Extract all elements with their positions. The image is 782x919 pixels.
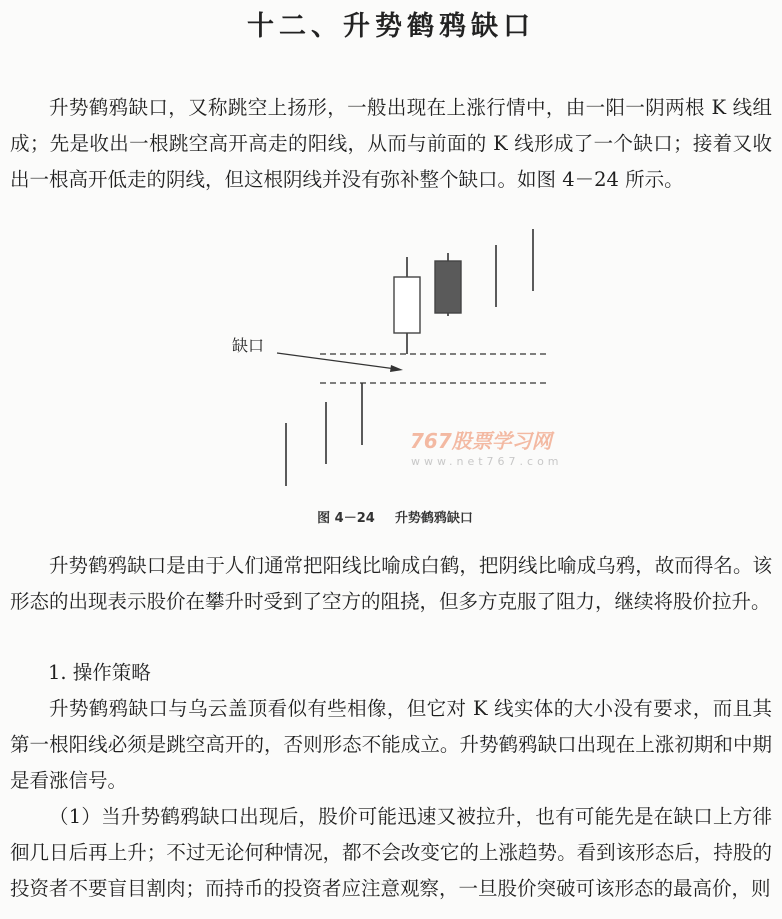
bearish-candle-body	[435, 261, 461, 313]
intro-paragraph: 升势鹤鸦缺口，又称跳空上扬形，一般出现在上涨行情中，由一阳一阴两根 K 线组成；先是收出一根跳空高开高走的阳线，从而与前面的 K 线形成了一个缺口；接着又收出一根高开低走的阴线，但这根阴线并没有弥补整个缺口。如图 4－24 所示。	[10, 96, 772, 191]
arrow-line	[277, 353, 396, 369]
point-1-paragraph: （1）当升势鹤鸦缺口出现后，股价可能迅速又被拉升，也有可能先是在缺口上方徘徊几日后再上升；不过无论何种情况，都不会改变它的上涨趋势。看到该形态后，持股的投资者不要盲目割肉；而持币的投资者应注意观察，一旦股价突破可该形态的最高价，则	[10, 805, 772, 900]
caption-number: 图 4－24	[317, 511, 375, 526]
page-title: 十二、升势鹤鸦缺口	[247, 11, 535, 42]
watermark-logo: 767股票学习网	[410, 429, 552, 453]
strategy-paragraph: 升势鹤鸦缺口与乌云盖顶看似有些相像，但它对 K 线实体的大小没有要求，而且其第一根阳线必须是跳空高开的，否则形态不能成立。升势鹤鸦缺口出现在上涨初期和中期是看涨信号。	[10, 697, 772, 792]
figure-candlestick	[0, 215, 782, 526]
naming-paragraph: 升势鹤鸦缺口是由于人们通常把阳线比喻成白鹤，把阴线比喻成乌鸦，故而得名。该形态的出现表示股价在攀升时受到了空方的阻挠，但多方克服了阻力，继续将股价拉升。	[10, 554, 772, 613]
watermark-url: www.net767.com	[411, 455, 563, 468]
caption-title: 升势鹤鸦缺口	[394, 511, 473, 526]
bullish-candle-body	[394, 277, 420, 333]
candlestick-diagram	[0, 215, 782, 515]
arrow-head-icon	[390, 365, 403, 372]
figure-caption	[0, 507, 782, 526]
section-heading: 1. 操作策略	[48, 661, 151, 684]
gap-label: 缺口	[232, 336, 265, 355]
